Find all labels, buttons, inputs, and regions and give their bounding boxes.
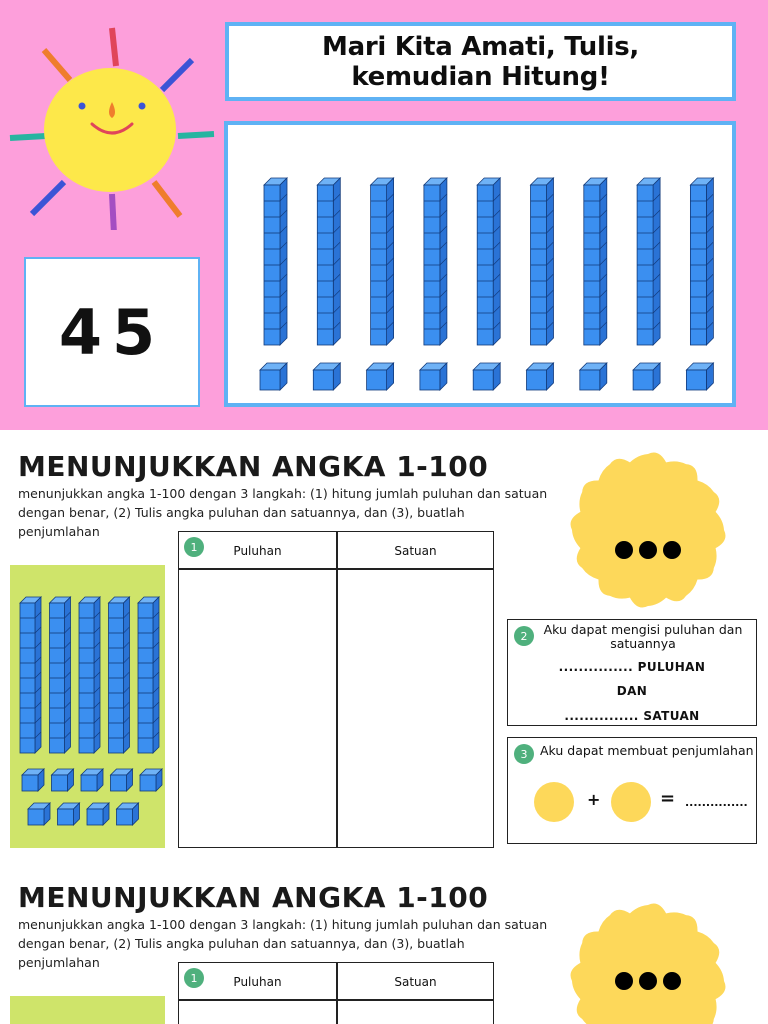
unit-cube — [28, 803, 50, 825]
unit-cube — [22, 769, 44, 791]
unit-cube — [313, 363, 340, 390]
section-title: MENUNJUKKAN ANGKA 1-100 — [18, 881, 489, 914]
unit-cube — [111, 769, 133, 791]
tens-rod — [424, 178, 447, 345]
base-ten-blocks-illustration — [10, 565, 165, 848]
step-2-instruction — [538, 623, 748, 651]
column-header-satuan: Satuan — [394, 543, 437, 558]
tens-rod — [637, 178, 660, 345]
step-3-box — [507, 737, 757, 844]
divider — [336, 532, 338, 847]
unit-cube — [367, 363, 394, 390]
tens-rod — [690, 178, 713, 345]
step-badge: 1 — [184, 537, 204, 557]
tens-rod — [477, 178, 500, 345]
unit-cube — [260, 363, 287, 390]
tens-rod — [109, 597, 130, 753]
ellipsis-flower-icon — [568, 450, 728, 610]
tens-rod — [20, 597, 41, 753]
step-2-box — [507, 619, 757, 726]
tens-rod — [531, 178, 554, 345]
step-3-instruction: Aku dapat membuat penjumlahan — [540, 743, 754, 758]
puluhan-satuan-table — [178, 962, 494, 1024]
blocks-panel — [10, 565, 165, 848]
desc-line: penjumlahan — [18, 955, 100, 970]
desc-line: menunjukkan angka 1-100 dengan 3 langkah: (1) hitung jumlah puluhan dan satuan — [18, 917, 548, 932]
instruction-line: satuannya — [610, 636, 676, 651]
blocks-panel — [10, 996, 165, 1024]
puluhan-answer-cell[interactable] — [187, 577, 327, 839]
tens-rod — [138, 597, 159, 753]
unit-cube — [580, 363, 607, 390]
column-header-satuan: Satuan — [394, 974, 437, 989]
step-badge: 2 — [514, 626, 534, 646]
satuan-answer-cell[interactable] — [345, 577, 485, 839]
unit-cube — [633, 363, 660, 390]
puluhan-satuan-table — [178, 531, 494, 848]
unit-cube — [140, 769, 162, 791]
number-card — [24, 257, 200, 407]
unit-cube — [81, 769, 103, 791]
column-header-puluhan: Puluhan — [233, 974, 282, 989]
base-ten-blocks-illustration — [228, 125, 732, 403]
unit-cube — [473, 363, 500, 390]
tens-rod — [264, 178, 287, 345]
puluhan-blank[interactable]: ............... PULUHAN — [558, 660, 706, 674]
unit-cube — [117, 803, 139, 825]
unit-cube — [58, 803, 80, 825]
column-header-puluhan: Puluhan — [233, 543, 282, 558]
ellipsis-flower-icon — [568, 881, 728, 1024]
divider — [336, 963, 338, 1024]
number-value: 45 — [58, 295, 166, 369]
unit-cube — [52, 769, 74, 791]
instruction-line: Aku dapat mengisi puluhan dan — [543, 622, 743, 637]
dan-label: DAN — [616, 684, 648, 698]
unit-cube — [87, 803, 109, 825]
step-badge: 3 — [514, 744, 534, 764]
unit-cube — [420, 363, 447, 390]
unit-cube — [686, 363, 713, 390]
tens-rod — [50, 597, 71, 753]
title-line-2: kemudian Hitung! — [351, 61, 610, 92]
page-title — [225, 22, 736, 101]
tens-rod — [317, 178, 340, 345]
tens-rod — [584, 178, 607, 345]
base-ten-blocks-panel — [224, 121, 736, 407]
equals-sign: = — [660, 788, 676, 809]
sum-blank[interactable]: ............... — [685, 796, 748, 809]
step-badge: 1 — [184, 968, 204, 988]
plus-sign: + — [587, 790, 601, 809]
title-line-1: Mari Kita Amati, Tulis, — [322, 31, 639, 62]
desc-line: dengan benar, (2) Tulis angka puluhan dan satuannya, dan (3), buatlah — [18, 936, 465, 951]
unit-cube — [527, 363, 554, 390]
sun-icon — [0, 20, 220, 230]
tens-rod — [371, 178, 394, 345]
satuan-blank[interactable]: ............... SATUAN — [564, 709, 700, 723]
addend-circle[interactable] — [534, 782, 574, 822]
tens-rod — [79, 597, 100, 753]
addend-circle[interactable] — [611, 782, 651, 822]
desc-line: menunjukkan angka 1-100 dengan 3 langkah: (1) hitung jumlah puluhan dan satuan — [18, 486, 548, 501]
desc-line: penjumlahan — [18, 524, 100, 539]
section-title: MENUNJUKKAN ANGKA 1-100 — [18, 450, 489, 483]
desc-line: dengan benar, (2) Tulis angka puluhan dan satuannya, dan (3), buatlah — [18, 505, 465, 520]
